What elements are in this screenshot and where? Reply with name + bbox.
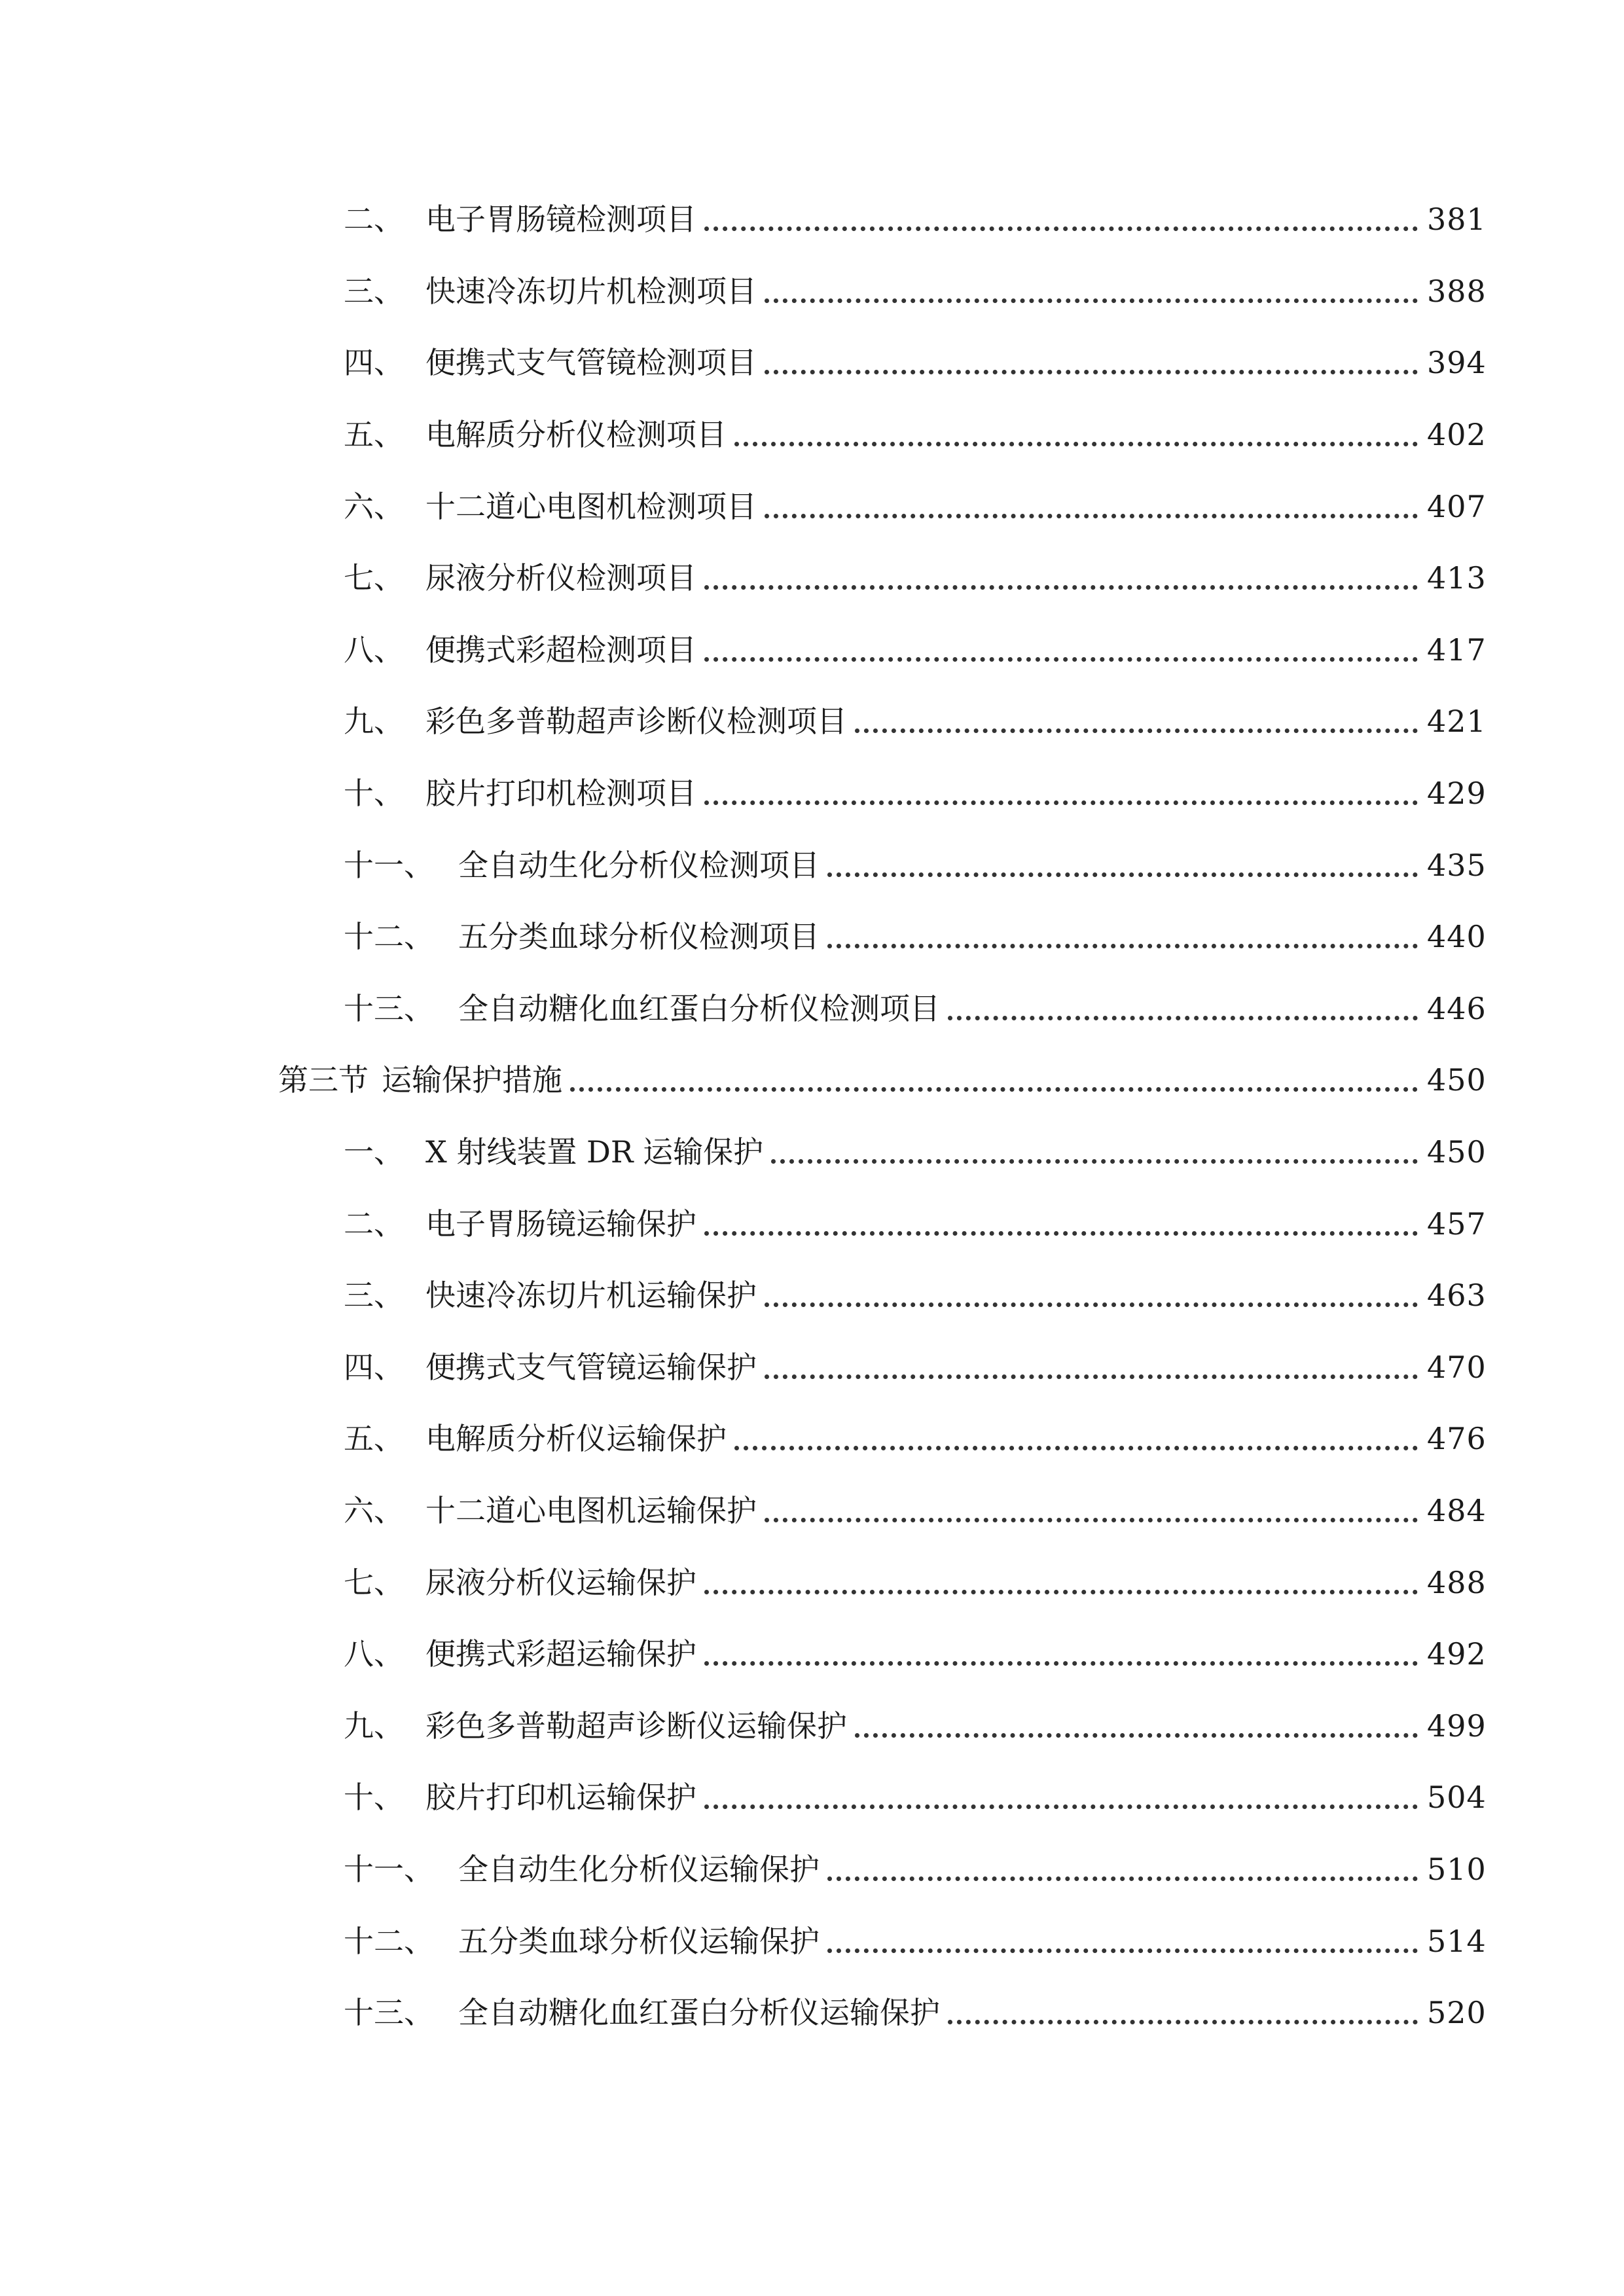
toc-entry[interactable] [344, 1412, 1487, 1465]
toc-entry[interactable] [344, 1915, 1487, 1967]
dot-leader [765, 298, 1418, 303]
toc-entry-title: 电解质分析仪运输保护 [425, 1421, 727, 1456]
toc-entry-title: 五分类血球分析仪运输保护 [458, 1924, 820, 1959]
dot-leader [827, 872, 1418, 877]
toc-entry-page: 421 [1427, 704, 1487, 739]
dot-leader [704, 657, 1418, 662]
dot-leader [827, 1876, 1418, 1881]
toc-entry-number: 七、 [344, 560, 404, 596]
toc-entry-number: 十、 [344, 776, 404, 811]
toc-entry[interactable] [344, 1628, 1487, 1680]
toc-entry[interactable] [344, 1198, 1487, 1250]
toc-entry-number: 八、 [344, 632, 404, 668]
toc-entry[interactable] [344, 982, 1487, 1035]
dot-leader [765, 1302, 1418, 1307]
toc-entry-title: 胶片打印机运输保护 [425, 1780, 696, 1815]
dot-leader [765, 370, 1418, 374]
toc-entry[interactable] [344, 1269, 1487, 1321]
toc-entry-number: 一、 [344, 1134, 404, 1170]
toc-entry-title: 全自动生化分析仪运输保护 [458, 1852, 820, 1887]
toc-entry[interactable] [344, 1341, 1487, 1393]
toc-entry-number: 十二、 [344, 1924, 434, 1959]
toc-entry-title: 全自动糖化血红蛋白分析仪运输保护 [458, 1995, 940, 2030]
dot-leader [771, 1159, 1418, 1164]
dot-leader [570, 1087, 1418, 1092]
toc-entry-page: 470 [1427, 1350, 1487, 1385]
dot-leader [765, 514, 1418, 518]
toc-entry-page: 499 [1427, 1708, 1487, 1744]
toc-entry-page: 504 [1427, 1780, 1487, 1815]
toc-entry-page: 476 [1427, 1421, 1487, 1456]
toc-entry[interactable] [344, 767, 1487, 819]
toc-section-title: 运输保护措施 [382, 1062, 562, 1098]
dot-leader [704, 1661, 1418, 1666]
toc-entry[interactable] [344, 1771, 1487, 1823]
toc-entry[interactable] [344, 1843, 1487, 1895]
toc-entry-number: 十、 [344, 1780, 404, 1815]
toc-entry-number: 十三、 [344, 991, 434, 1026]
toc-entry-page: 450 [1427, 1134, 1487, 1170]
toc-entry-number: 十一、 [344, 848, 434, 883]
toc-entry-page: 407 [1427, 489, 1487, 524]
dot-leader [704, 585, 1418, 590]
toc-entry-title: 便携式支气管镜运输保护 [425, 1350, 757, 1385]
toc-entry-page: 381 [1427, 202, 1487, 237]
toc-entry-title: 便携式彩超运输保护 [425, 1636, 696, 1672]
dot-leader [734, 1446, 1418, 1450]
toc-entry-title: 快速冷冻切片机检测项目 [425, 274, 757, 309]
toc-entry-title: 便携式支气管镜检测项目 [425, 345, 757, 380]
dot-leader [704, 1590, 1418, 1594]
toc-entry-number: 五、 [344, 417, 404, 452]
toc-entry-number: 八、 [344, 1636, 404, 1672]
toc-entry[interactable] [344, 1556, 1487, 1609]
dot-leader [734, 442, 1418, 446]
toc-entry-title: 便携式彩超检测项目 [425, 632, 696, 668]
toc-entry-title: 电子胃肠镜检测项目 [425, 202, 696, 237]
toc-entry[interactable] [344, 408, 1487, 461]
toc-entry[interactable] [344, 1700, 1487, 1752]
toc-entry-number: 三、 [344, 274, 404, 309]
toc-entry[interactable] [344, 695, 1487, 747]
toc-entry[interactable] [344, 480, 1487, 533]
toc-entry-number: 三、 [344, 1278, 404, 1313]
toc-entry-page: 413 [1427, 560, 1487, 596]
toc-entry-page: 457 [1427, 1206, 1487, 1242]
toc-entry[interactable] [344, 265, 1487, 317]
toc-entry[interactable] [344, 336, 1487, 389]
toc-entry-page: 463 [1427, 1278, 1487, 1313]
toc-entry-page: 388 [1427, 274, 1487, 309]
toc-entry-number: 六、 [344, 489, 404, 524]
toc-entry-number: 九、 [344, 704, 404, 739]
toc-entry-title: 全自动糖化血红蛋白分析仪检测项目 [458, 991, 940, 1026]
toc-entry[interactable] [344, 1126, 1487, 1178]
toc-entry[interactable] [344, 624, 1487, 676]
toc-section-label: 第三节 [278, 1062, 369, 1098]
toc-entry-page: 440 [1427, 919, 1487, 954]
dot-leader [855, 728, 1418, 733]
toc-entry-title: 尿液分析仪检测项目 [425, 560, 696, 596]
toc-entry-number: 二、 [344, 202, 404, 237]
toc-entry-number: 五、 [344, 1421, 404, 1456]
dot-leader [855, 1733, 1418, 1738]
toc-entry-number: 四、 [344, 1350, 404, 1385]
toc-entry-title: 快速冷冻切片机运输保护 [425, 1278, 757, 1313]
toc-section-page: 450 [1427, 1062, 1487, 1098]
toc-entry-number: 六、 [344, 1493, 404, 1528]
dot-leader [704, 1804, 1418, 1809]
toc-entry-title: 彩色多普勒超声诊断仪运输保护 [425, 1708, 847, 1744]
toc-entry-number: 四、 [344, 345, 404, 380]
toc-entry-title: 电解质分析仪检测项目 [425, 417, 727, 452]
toc-entry-title: 电子胃肠镜运输保护 [425, 1206, 696, 1242]
toc-entry-page: 446 [1427, 991, 1487, 1026]
toc-entry-page: 394 [1427, 345, 1487, 380]
toc-entry-title: 全自动生化分析仪检测项目 [458, 848, 820, 883]
toc-entry-title: 胶片打印机检测项目 [425, 776, 696, 811]
toc-entry[interactable] [344, 1484, 1487, 1537]
toc-entry[interactable] [344, 910, 1487, 963]
toc-entry-number: 十一、 [344, 1852, 434, 1887]
toc-entry-page: 488 [1427, 1565, 1487, 1600]
toc-entry-title: 十二道心电图机检测项目 [425, 489, 757, 524]
toc-entry-number: 二、 [344, 1206, 404, 1242]
toc-entry-number: 十三、 [344, 1995, 434, 2030]
dot-leader [704, 800, 1418, 805]
toc-entry-page: 435 [1427, 848, 1487, 883]
dot-leader [704, 1231, 1418, 1236]
toc-entry[interactable] [344, 839, 1487, 891]
toc-entry-number: 七、 [344, 1565, 404, 1600]
dot-leader [948, 1016, 1418, 1020]
toc-entry-title: 十二道心电图机运输保护 [425, 1493, 757, 1528]
dot-leader [704, 226, 1418, 231]
toc-entry-number: 九、 [344, 1708, 404, 1744]
toc-entry[interactable] [344, 1986, 1487, 2039]
dot-leader [765, 1518, 1418, 1522]
toc-entry-page: 514 [1427, 1924, 1487, 1959]
toc-entry-title: 五分类血球分析仪检测项目 [458, 919, 820, 954]
toc-entry-title: X 射线装置 DR 运输保护 [425, 1134, 764, 1170]
dot-leader [948, 2020, 1418, 2024]
toc-entry-page: 402 [1427, 417, 1487, 452]
toc-entry-page: 429 [1427, 776, 1487, 811]
dot-leader [827, 1948, 1418, 1953]
dot-leader [827, 944, 1418, 948]
toc-entry-title: 尿液分析仪运输保护 [425, 1565, 696, 1600]
toc-entry-page: 510 [1427, 1852, 1487, 1887]
dot-leader [765, 1374, 1418, 1379]
toc-entry-title: 彩色多普勒超声诊断仪检测项目 [425, 704, 847, 739]
toc-entry[interactable] [344, 193, 1487, 245]
toc-entry-page: 484 [1427, 1493, 1487, 1528]
toc-entry-page: 520 [1427, 1995, 1487, 2030]
toc-entry-page: 492 [1427, 1636, 1487, 1672]
toc-entry[interactable] [344, 552, 1487, 604]
toc-entry-number: 十二、 [344, 919, 434, 954]
toc-section-entry[interactable] [278, 1054, 1487, 1106]
toc-entry-page: 417 [1427, 632, 1487, 668]
